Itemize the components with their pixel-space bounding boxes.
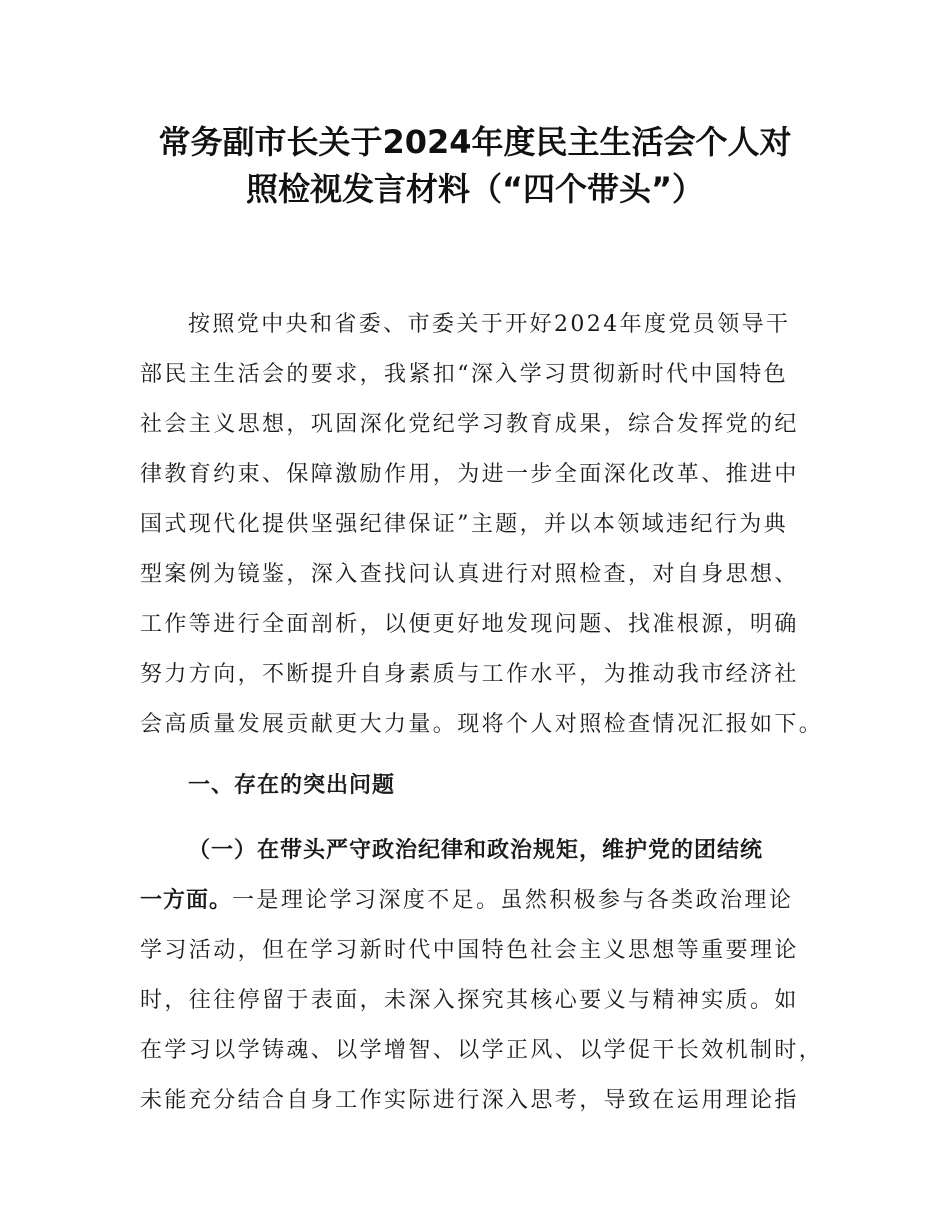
subsection-line-4: 时，往往停留于表面，未深入探究其核心要义与精神实质。如 — [140, 988, 799, 1013]
intro-line-2: 部民主生活会的要求，我紧扣“深入学习贯彻新时代中国特色 — [140, 362, 789, 387]
intro-paragraph — [140, 300, 840, 750]
intro-line-5: 国式现代化提供坚强纪律保证”主题，并以本领域违纪行为典 — [140, 512, 789, 537]
subsection-line-2 — [140, 876, 840, 926]
intro-line-9: 会高质量发展贡献更大力量。现将个人对照检查情况汇报如下。 — [140, 712, 824, 737]
intro-line-3: 社会主义思想，巩固深化党纪学习教育成果，综合发挥党的纪 — [140, 412, 799, 437]
subsection-line-5: 在学习以学铸魂、以学增智、以学正风、以学促干长效机制时， — [140, 1038, 824, 1063]
intro-line-1: 按照党中央和省委、市委关于开好2024年度党员领导干 — [188, 312, 791, 337]
subsection-line-3: 学习活动，但在学习新时代中国特色社会主义思想等重要理论 — [140, 938, 799, 963]
intro-line-6: 型案例为镜鉴，深入查找问认真进行对照检查，对自身思想、 — [140, 562, 799, 587]
section-heading: 一、存在的突出问题 — [188, 773, 396, 798]
subsection-paragraph — [140, 826, 840, 1126]
subsection-heading-end: 一方面。 — [140, 888, 233, 913]
section-heading-block — [140, 761, 840, 811]
subsection-line-6: 未能充分结合自身工作实际进行深入思考，导致在运用理论指 — [140, 1088, 799, 1113]
intro-line-8: 努力方向，不断提升自身素质与工作水平，为推动我市经济社 — [140, 662, 799, 687]
document-title-line-2: 照检视发言材料（“四个带头”） — [245, 170, 705, 208]
intro-line-4: 律教育约束、保障激励作用，为进一步全面深化改革、推进中 — [140, 462, 799, 487]
subsection-line-2-text: 一是理论学习深度不足。虽然积极参与各类政治理论 — [232, 888, 794, 913]
intro-line-7: 工作等进行全面剖析，以便更好地发现问题、找准根源，明确 — [140, 612, 799, 637]
subsection-heading-line-1: （一）在带头严守政治纪律和政治规矩，维护党的团结统 — [188, 838, 764, 863]
document-title-line-1: 常务副市长关于2024年度民主生活会个人对 — [158, 123, 792, 161]
